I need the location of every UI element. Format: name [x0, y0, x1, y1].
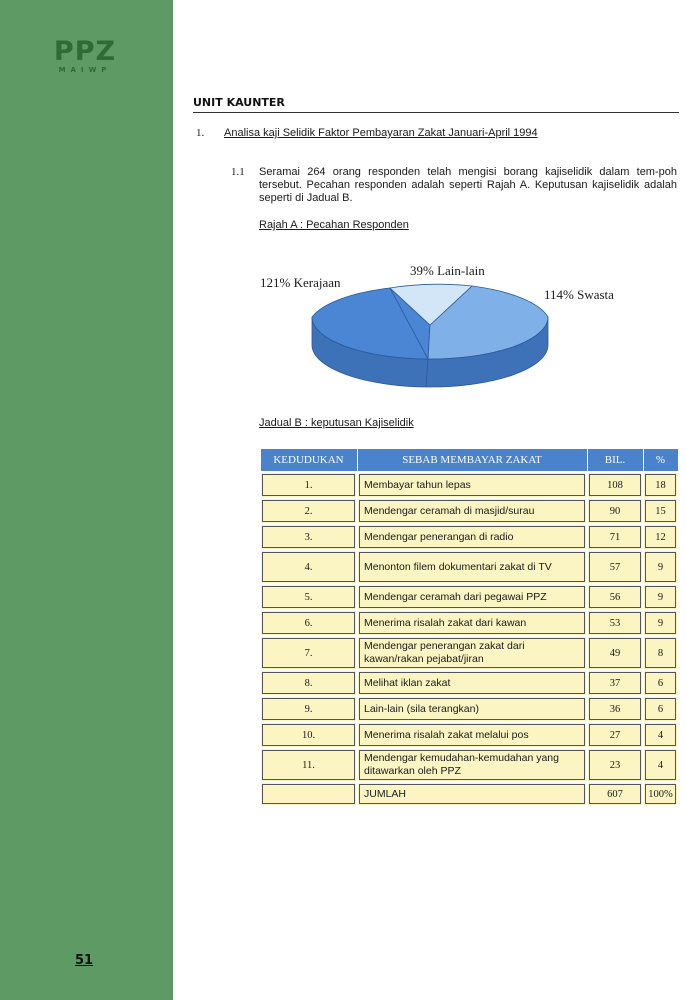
cell-rank: 7.	[260, 636, 357, 670]
table-row	[260, 670, 678, 696]
item-number: 1.	[196, 127, 205, 139]
section-divider	[193, 112, 679, 113]
cell-bil: 37	[587, 670, 643, 696]
cell-bil: 36	[587, 696, 643, 722]
cell-rank: 8.	[260, 670, 357, 696]
cell-bil: 49	[587, 636, 643, 670]
cell-rank: 11.	[260, 748, 357, 782]
cell-bil: 71	[587, 524, 643, 550]
cell-reason: Mendengar ceramah di masjid/surau	[357, 498, 587, 524]
table-total-row	[260, 782, 678, 806]
cell-reason: Menonton filem dokumentari zakat di TV	[357, 550, 587, 584]
cell-pct: 9	[643, 584, 678, 610]
table-header-row	[260, 449, 678, 473]
cell-bil: 53	[587, 610, 643, 636]
cell-bil: 27	[587, 722, 643, 748]
pie-label-lainlain: 39% Lain-lain	[410, 263, 485, 278]
logo-subtext: MAIWP	[58, 66, 112, 74]
table-title: Jadual B : keputusan Kajiselidik	[259, 417, 414, 429]
cell-pct: 9	[643, 550, 678, 584]
table-row	[260, 472, 678, 498]
header-pct: %	[643, 449, 678, 473]
table-row	[260, 722, 678, 748]
cell-rank: 9.	[260, 696, 357, 722]
cell-pct: 12	[643, 524, 678, 550]
table-row	[260, 636, 678, 670]
table-row	[260, 524, 678, 550]
cell-total-label: JUMLAH	[357, 782, 587, 806]
ppz-logo	[50, 38, 120, 75]
cell-rank: 10.	[260, 722, 357, 748]
subitem-number: 1.1	[231, 166, 245, 178]
cell-pct: 6	[643, 696, 678, 722]
cell-rank: 1.	[260, 472, 357, 498]
cell-rank: 2.	[260, 498, 357, 524]
cell-reason: Menerima risalah zakat dari kawan	[357, 610, 587, 636]
pie-label-swasta: 114% Swasta	[544, 287, 614, 302]
green-sidebar	[0, 0, 173, 1000]
item-title: Analisa kaji Selidik Faktor Pembayaran Zakat Januari-April 1994	[224, 127, 538, 139]
cell-reason: Lain-lain (sila terangkan)	[357, 696, 587, 722]
header-kedudukan: KEDUDUKAN	[260, 449, 357, 473]
table-row	[260, 748, 678, 782]
cell-bil: 90	[587, 498, 643, 524]
logo-mark: PPZ	[53, 36, 117, 67]
cell-pct: 4	[643, 722, 678, 748]
subitem-paragraph: Seramai 264 orang responden telah mengisi borang kajiselidik dalam tem-poh tersebut. Pecahan responden adalah seperti Rajah A. Keputusan kajiselidik adalah seperti di Jadual B.	[259, 166, 677, 204]
cell-bil: 56	[587, 584, 643, 610]
cell-reason: Melihat iklan zakat	[357, 670, 587, 696]
cell-total-pct: 100%	[643, 782, 678, 806]
table-row	[260, 610, 678, 636]
cell-pct: 4	[643, 748, 678, 782]
cell-reason: Mendengar penerangan di radio	[357, 524, 587, 550]
table-row	[260, 550, 678, 584]
cell-reason: Mendengar kemudahan-kemudahan yang ditawarkan oleh PPZ	[357, 748, 587, 782]
cell-total-bil: 607	[587, 782, 643, 806]
cell-reason: Mendengar penerangan zakat dari kawan/rakan pejabat/jiran	[357, 636, 587, 670]
cell-pct: 9	[643, 610, 678, 636]
cell-reason: Membayar tahun lepas	[357, 472, 587, 498]
cell-rank: 5.	[260, 584, 357, 610]
cell-bil: 57	[587, 550, 643, 584]
cell-bil: 108	[587, 472, 643, 498]
table-row	[260, 498, 678, 524]
table-row	[260, 584, 678, 610]
cell-rank: 3.	[260, 524, 357, 550]
figure-title: Rajah A : Pecahan Responden	[259, 219, 409, 231]
cell-bil: 23	[587, 748, 643, 782]
cell-pct: 15	[643, 498, 678, 524]
page-number: 51	[75, 953, 94, 968]
cell-reason: Menerima risalah zakat melalui pos	[357, 722, 587, 748]
results-table	[259, 448, 679, 807]
respondent-pie-chart	[240, 255, 614, 415]
header-sebab: SEBAB MEMBAYAR ZAKAT	[357, 449, 587, 473]
cell-pct: 8	[643, 636, 678, 670]
cell-rank: 6.	[260, 610, 357, 636]
cell-pct: 18	[643, 472, 678, 498]
cell-reason: Mendengar ceramah dari pegawai PPZ	[357, 584, 587, 610]
cell-total-empty	[260, 782, 357, 806]
header-bil: BIL.	[587, 449, 643, 473]
pie-label-kerajaan: 121% Kerajaan	[260, 275, 341, 290]
cell-pct: 6	[643, 670, 678, 696]
table-row	[260, 696, 678, 722]
cell-rank: 4.	[260, 550, 357, 584]
section-title: UNIT KAUNTER	[193, 96, 285, 109]
